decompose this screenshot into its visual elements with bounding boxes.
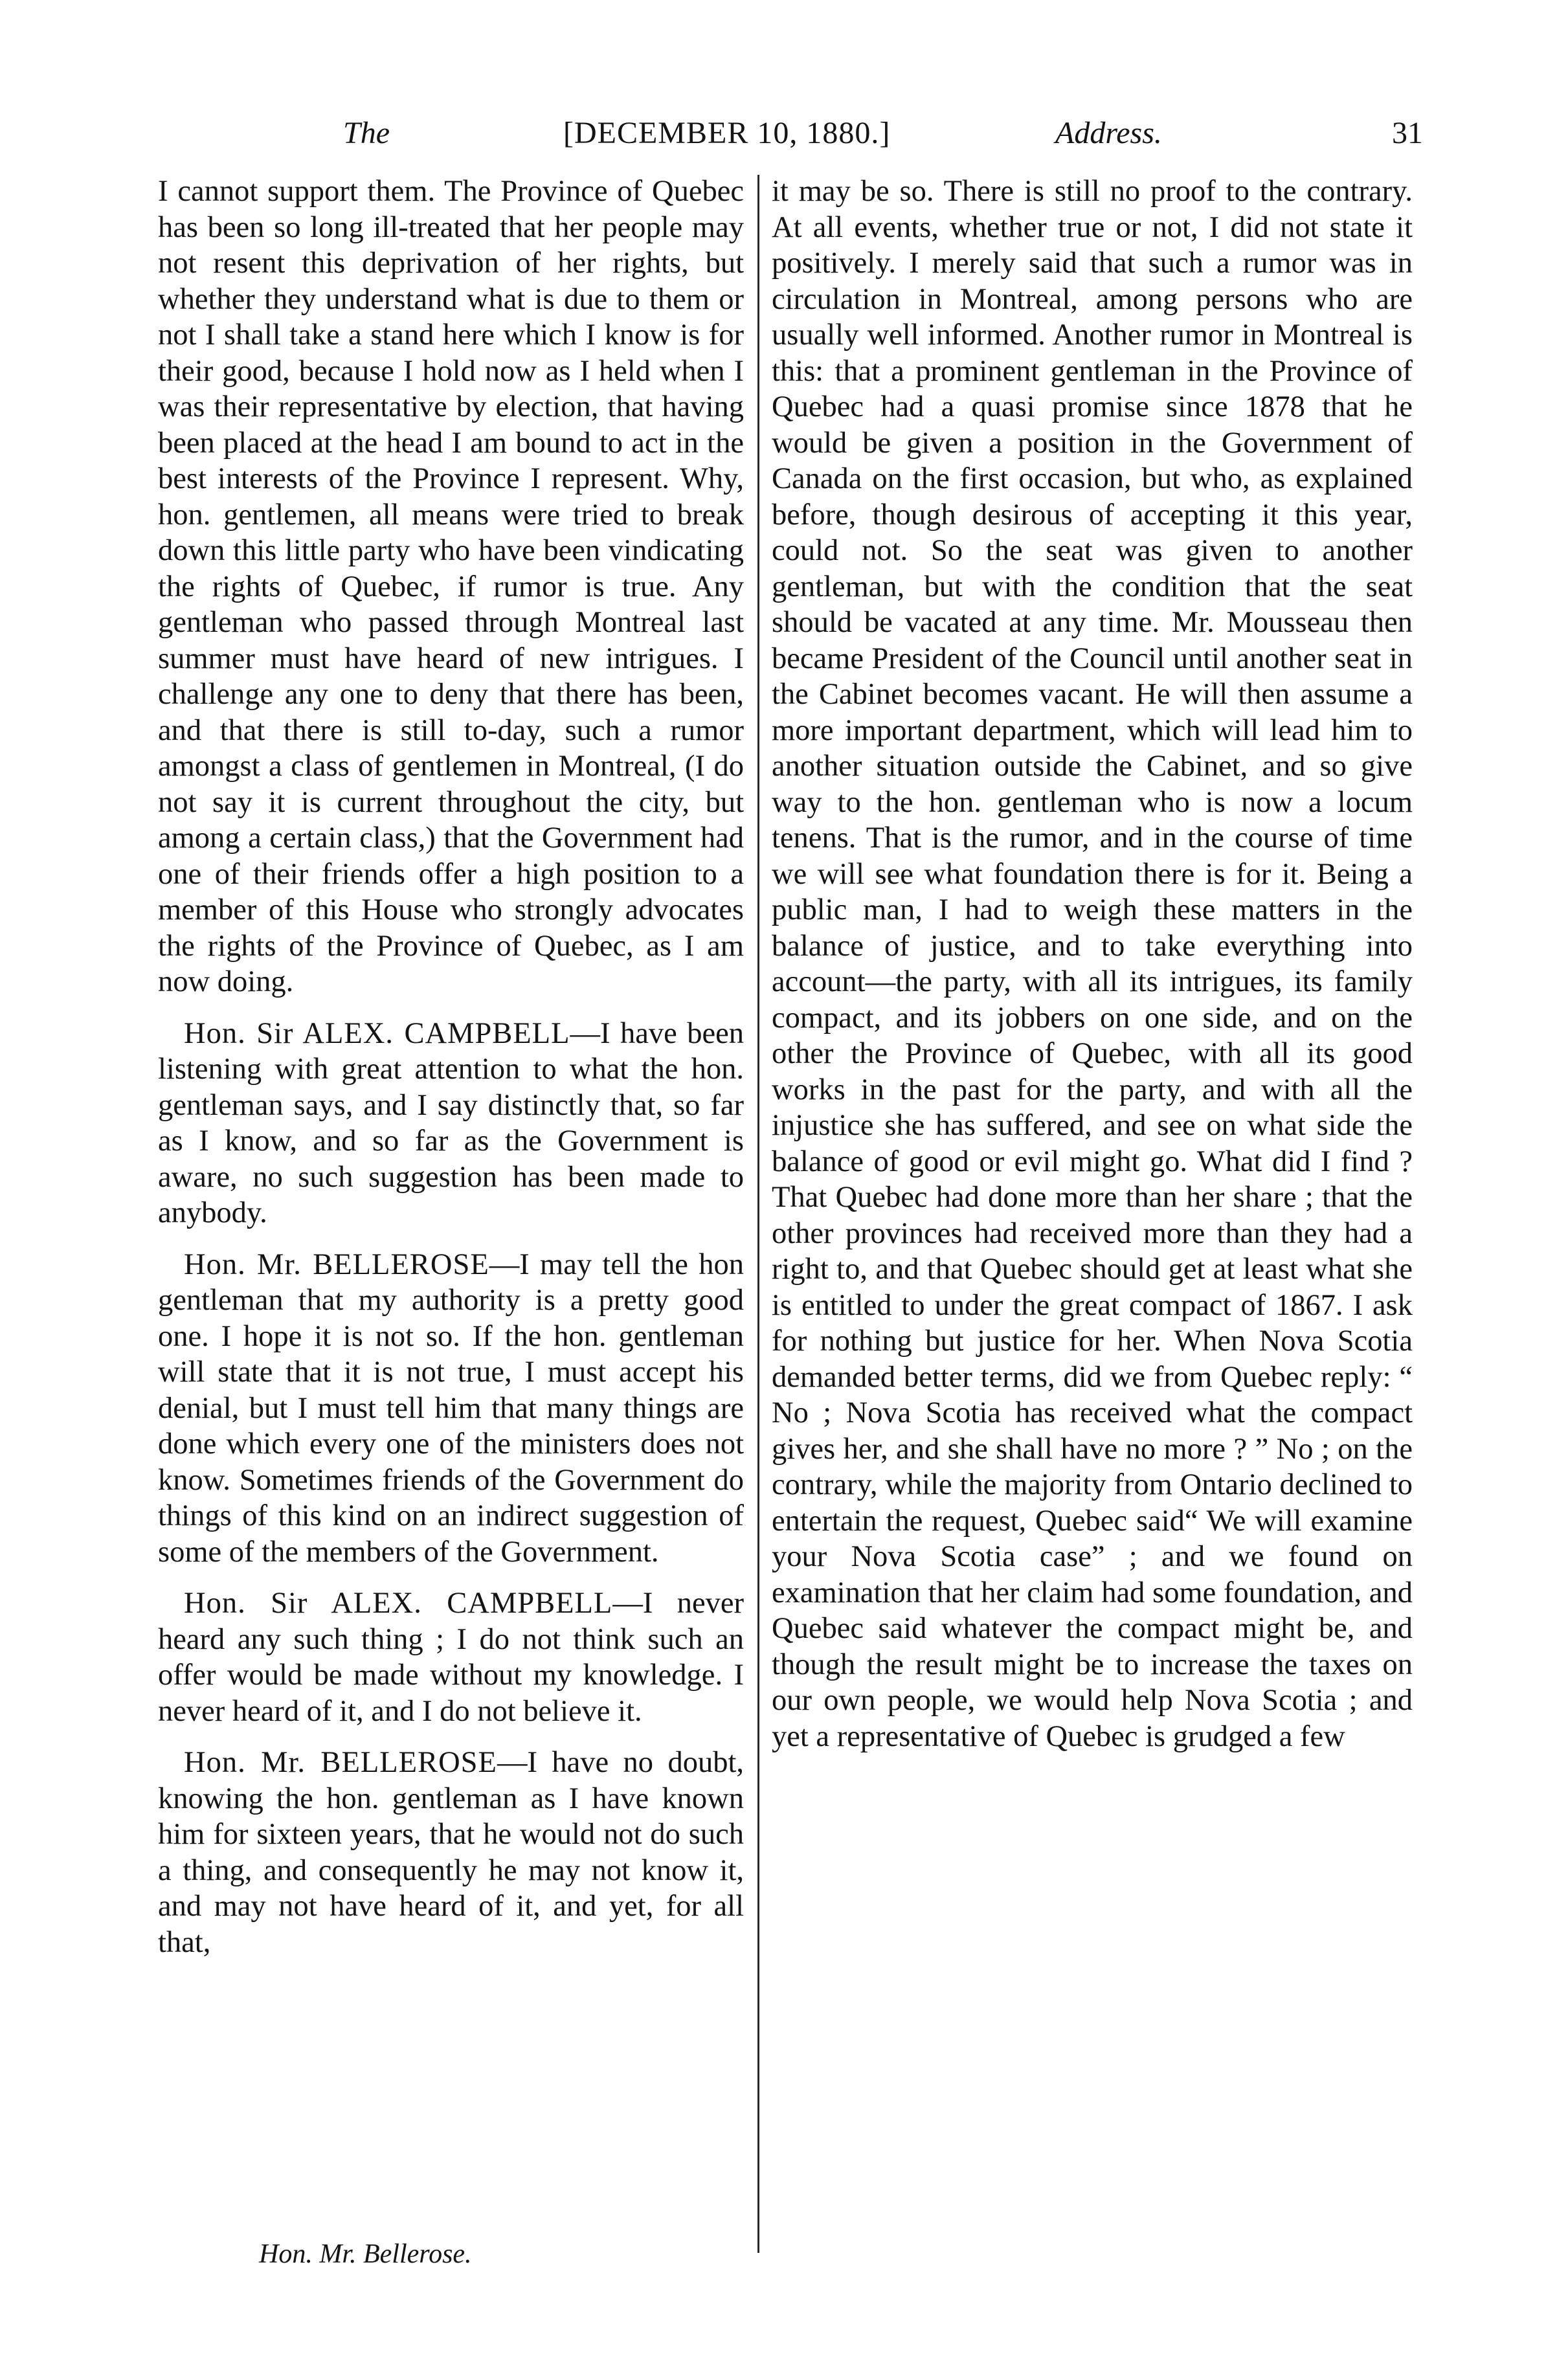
header-left-text: The [343, 116, 390, 150]
footer-signature: Hon. Mr. Bellerose. [259, 2239, 472, 2269]
speech-text: —I have no doubt, knowing the hon. gentleman as I have known him for sixteen years, that he would not do such a thing, and consequently he may not know it, and may not have heard of it, and yet, for all that, [158, 1746, 745, 1959]
left-column [158, 173, 744, 1960]
left-paragraph-1: I cannot support them. The Province of Quebec has been so long ill-treated that her people may not resent this deprivation of her rights, but whether they understand what is due to them or not I shall take a stand here which I know is for their good, because I hold now as I held when I was their representative by election, that having been placed at the head I am bound to act in the best interests of the Province I represent. Why, hon. gentlemen, all means were tried to break down this little party who have been vindicating the rights of Quebec, if rumor is true. Any gentleman who passed through Montreal last summer must have heard of new intrigues. I challenge any one to deny that there has been, and that there is still to-day, such a rumor amongst a class of gentlemen in Montreal, (I do not say it is current throughout the city, but among a certain class,) that the Government had one of their friends offer a high position to a member of this House who strongly advocates the rights of the Province of Quebec, as I am now doing. [158, 175, 744, 998]
page-number: 31 [1392, 116, 1423, 150]
column-divider [757, 175, 759, 2253]
speaker-name: Hon. Sir ALEX. CAMPBELL [184, 1016, 570, 1050]
right-paragraph-1: it may be so. There is still no proof to the contrary. At all events, whether true or not, I did not state it positively. I merely said that such a rumor was in circulation in Montreal, among persons who are usually well informed. Another rumor in Montreal is this: that a prominent gentleman in the Province of Quebec had a quasi promise since 1878 that he would be given a position in the Government of Canada on the first occasion, but who, as explained before, though desirous of accepting it this year, could not. So the seat was given to another gentleman, but with the condition that the seat should be vacated at any time. Mr. Mousseau then became President of the Council until another seat in the Cabinet becomes vacant. He will then assume a more important department, which will lead him to another situation outside the Cabinet, and so give way to the hon. gentleman who is now a locum tenens. That is the rumor, and in the course of time we will see what foundation there is for it. Being a public man, I had to weigh these matters in the balance of justice, and to take everything into account—the party, with all its intrigues, its family compact, and its jobbers on one side, and on the other the Province of Quebec, with all its good works in the past for the party, and with all the injustice she has suffered, and see on what side the balance of good or evil might go. What did I find ? That Quebec had done more than her share ; that the other provinces had received more than they had a right to, and that Quebec should get at least what she is entitled to under the great compact of 1867. I ask for nothing but justice for her. When Nova Scotia demanded better terms, did we from Quebec reply: “ No ; Nova Scotia has received what the compact gives her, and she shall have no more ? ” No ; on the contrary, while the majority from Ontario declined to entertain the request, Quebec said“ We will examine your Nova Scotia case” ; and we found on examination that her claim had some foundation, and Quebec said whatever the compact might be, and though the result might be to increase the taxes on our own people, we would help Nova Scotia ; and yet a representative of Quebec is grudged a few [772, 175, 1413, 1753]
speaker-name: Hon. Mr. BELLEROSE [184, 1248, 489, 1281]
header-right-text: Address. [1055, 116, 1162, 150]
right-column [772, 173, 1413, 1754]
left-paragraph-2 [158, 1016, 744, 1231]
speech-text: —I never heard any such thing ; I do not think such an offer would be made without my knowledge. I never heard of it, and I do not believe it. [158, 1587, 745, 1728]
header-date: [DECEMBER 10, 1880.] [563, 116, 891, 150]
speaker-name: Hon. Mr. BELLEROSE [184, 1746, 497, 1779]
speaker-name: Hon. Sir ALEX. CAMPBELL [184, 1587, 613, 1620]
speech-text: —I have been listening with great attention to what the hon. gentleman says, and I say distinctly that, so far as I know, and so far as the Government is aware, no such suggestion has been made to anybody. [158, 1016, 744, 1229]
left-paragraph-5 [158, 1745, 744, 1960]
running-header [343, 115, 1437, 167]
speech-text: —I may tell the hon gentleman that my authority is a pretty good one. I hope it is not so. If the hon. gentleman will state that it is not true, I must accept his denial, but I must tell him that many things are done which every one of the ministers does not know. Sometimes friends of the Government do things of this kind on an indirect suggestion of some of the members of the Government. [158, 1248, 745, 1569]
left-paragraph-4 [158, 1585, 744, 1729]
left-paragraph-3 [158, 1247, 744, 1571]
